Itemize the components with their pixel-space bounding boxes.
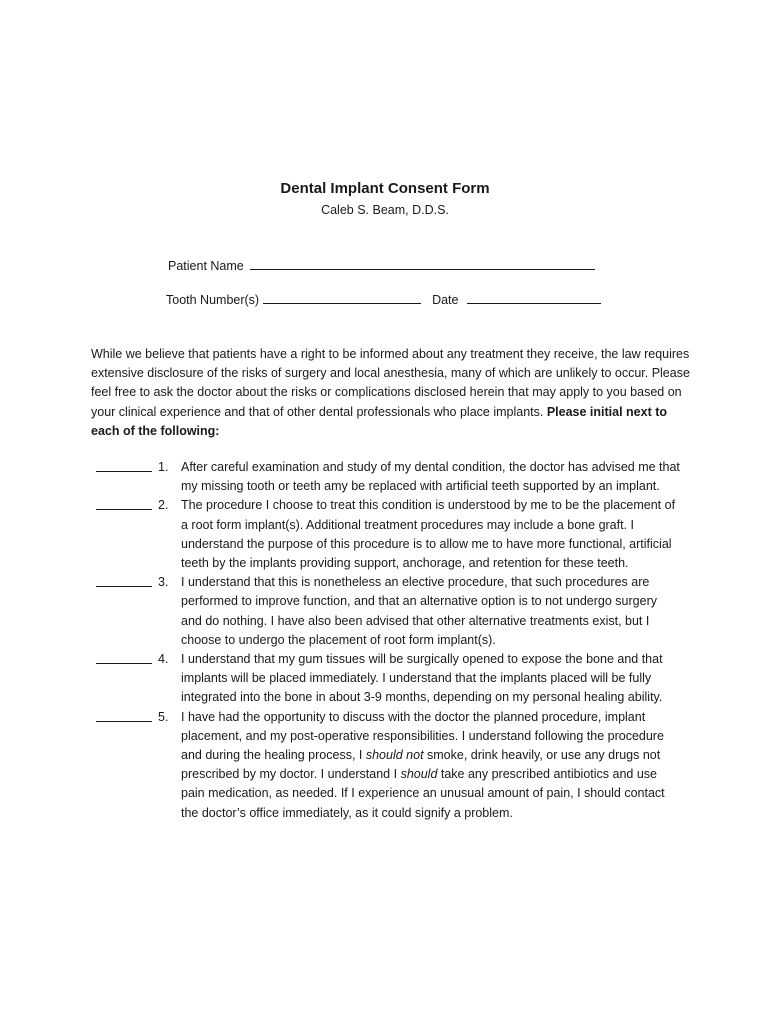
item-number-5: 5.	[158, 709, 169, 724]
item-text-1: After careful examination and study of my dental condition, the doctor has advised me that my missing tooth or teeth amy be replaced with artificial teeth supported by an implant.	[181, 460, 680, 494]
form-title: Dental Implant Consent Form	[280, 180, 490, 197]
consent-item-4	[0, 650, 770, 708]
item-text-3: I understand that this is nonetheless an elective procedure, that such procedures are performed to improve function, and that an alternative option is to not undergo surgery and do nothing. I have also been advised that other alternative treatments exist, but I choose to undergo the placement of root form implant(s).	[181, 575, 657, 647]
item-text-5	[181, 708, 681, 823]
item-number-1: 1.	[158, 460, 169, 474]
patient-name-label: Patient Name	[168, 259, 244, 273]
initial-blank-2[interactable]	[96, 509, 152, 510]
item-text-4: I understand that my gum tissues will be surgically opened to expose the bone and that implants will be placed immediately. I understand that the implants placed will be fully integrated into the bone in about 3-9 months, depending on my personal healing ability.	[181, 652, 663, 705]
consent-item-2	[0, 496, 770, 573]
intro-text: While we believe that patients have a right to be informed about any treatment they receive, the law requires extensive disclosure of the risks of surgery and local anesthesia, many of which are unlikely to occur. Please feel free to ask the doctor about the risks or complications disclosed herein that may apply to you based on your clinical experience and that of other dental professionals who place implants.	[91, 347, 690, 419]
item-number-4: 4.	[158, 652, 169, 667]
item-text-2: The procedure I choose to treat this condition is understood by me to be the placement of a root form implant(s). Additional treatment procedures may include a bone graft. I understand the purpose of this procedure is to allow me to have more functional, artificial teeth by the implants providing support, anchorage, and retention for these teeth.	[181, 498, 676, 571]
item-5-emphasis-should-not: should not	[365, 748, 424, 763]
date-label: Date	[432, 293, 459, 307]
item-number-3: 3.	[158, 575, 169, 590]
consent-item-3	[0, 573, 770, 650]
date-field[interactable]	[467, 290, 601, 304]
item-5-part-2: smoke, drink heavily, or use any drugs not prescribed by my doctor. I understand I	[181, 748, 661, 782]
tooth-number-label: Tooth Number(s)	[166, 293, 260, 307]
initial-blank-4[interactable]	[96, 663, 152, 664]
tooth-date-row	[166, 290, 601, 307]
consent-items-list	[0, 458, 770, 823]
patient-name-row	[168, 256, 595, 273]
item-5-part-1: I have had the opportunity to discuss with the doctor the planned procedure, implant placement, and my post-operative responsibilities. I understand following the procedure and during the healing process, I	[181, 709, 664, 763]
initial-blank-3[interactable]	[96, 586, 152, 587]
initial-blank-5[interactable]	[96, 721, 152, 722]
consent-item-1	[0, 458, 770, 496]
intro-paragraph	[91, 345, 691, 441]
tooth-number-field[interactable]	[263, 290, 421, 304]
patient-name-field[interactable]	[250, 256, 595, 270]
item-number-2: 2.	[158, 498, 169, 513]
item-5-part-3: take any prescribed antibiotics and use pain medication, as needed. If I experience an unusual amount of pain, I should contact the doctor’s office immediately, as it could signify a problem.	[181, 767, 665, 820]
doctor-name: Caleb S. Beam, D.D.S.	[321, 203, 449, 217]
consent-item-5	[0, 708, 770, 823]
intro-instruction: Please initial next to each of the following:	[91, 404, 668, 438]
initial-blank-1[interactable]	[96, 471, 152, 472]
item-5-emphasis-should: should	[400, 767, 438, 782]
